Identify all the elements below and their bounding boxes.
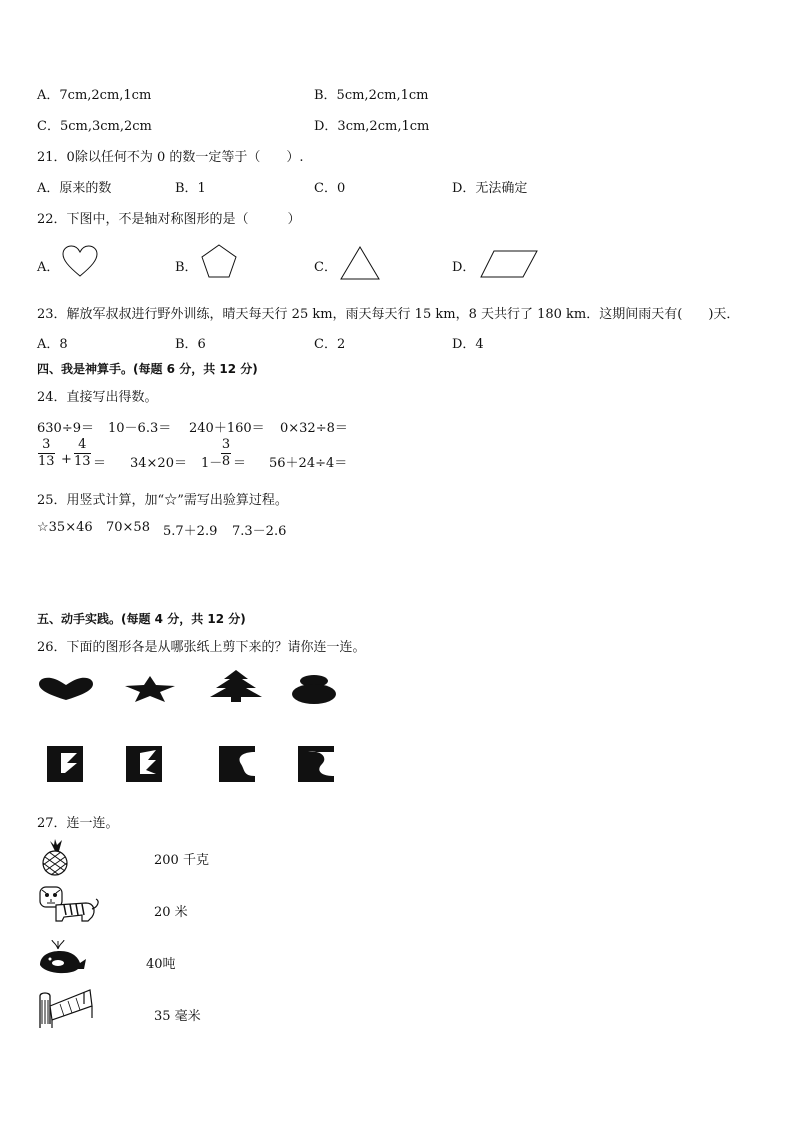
fraction-4-13 (74, 438, 91, 469)
fraction-3-8 (221, 438, 231, 469)
q23-option-c: C．2 (314, 337, 346, 352)
q24-item-1: 630÷9＝ (37, 421, 94, 436)
q25-item-1: ☆35×46 (37, 520, 93, 535)
fraction-numerator: 3 (42, 437, 51, 452)
cut-paper-4-icon (298, 746, 334, 782)
q24-item-4: 0×32÷8＝ (280, 421, 348, 436)
cut-paper-2-icon (126, 746, 162, 782)
triangle-icon (340, 246, 380, 280)
q25-question: 25．用竖式计算，加“☆”需写出验算过程。 (37, 493, 288, 508)
q23-option-a: A．8 (37, 337, 68, 352)
q20-option-b: B．5cm,2cm,1cm (314, 88, 429, 103)
q21-option-d: D．无法确定 (452, 181, 528, 196)
q27-label-2: 20 米 (154, 905, 188, 920)
section5-title: 五、动手实践。(每题 4 分，共 12 分) (37, 612, 246, 626)
q26-question: 26．下面的图形各是从哪张纸上剪下来的？请你连一连。 (37, 640, 366, 655)
pineapple-icon (38, 839, 72, 875)
heart-icon (62, 246, 98, 278)
fraction-denominator: 8 (221, 454, 231, 469)
q23-option-d: D．4 (452, 337, 484, 352)
cut-paper-1-icon (47, 746, 83, 782)
one-minus: 1－ (201, 456, 223, 471)
q24-item-6: 34×20＝ (130, 456, 187, 471)
fraction-3-13 (38, 438, 55, 469)
q25-item-2: 70×58 (106, 520, 150, 535)
equals-sign: ＝ (93, 456, 107, 471)
q22-option-d: D． (452, 260, 476, 275)
mushroom-shape-icon (292, 674, 336, 704)
tiger-icon (38, 885, 102, 923)
q25-item-4: 7.3－2.6 (232, 524, 287, 539)
q21-option-c: C．0 (314, 181, 346, 196)
fraction-numerator: 4 (78, 437, 87, 452)
equals-sign: ＝ (233, 456, 247, 471)
q27-label-3: 40吨 (146, 957, 176, 972)
fraction-denominator: 13 (74, 454, 91, 469)
tree-shape-icon (210, 670, 262, 702)
star-shape-icon (125, 676, 175, 702)
whale-icon (38, 939, 88, 977)
q22-option-a: A． (37, 260, 60, 275)
q27-label-4: 35 毫米 (154, 1009, 201, 1024)
fraction-numerator: 3 (221, 437, 231, 452)
q23-question: 23．解放军叔叔进行野外训练，晴天每天行 25 km，雨天每天行 15 km，8 天共行了 180 km．这期间雨天有( )天． (37, 307, 740, 322)
q20-option-d: D．3cm,2cm,1cm (314, 119, 430, 134)
q27-question: 27．连一连。 (37, 816, 119, 831)
cut-paper-3-icon (219, 746, 255, 782)
q24-item-3: 240＋160＝ (189, 421, 265, 436)
q23-option-b: B．6 (175, 337, 206, 352)
section4-title: 四、我是神算手。(每题 6 分，共 12 分) (37, 362, 258, 376)
q27-label-1: 200 千克 (154, 853, 209, 868)
q22-option-b: B． (175, 260, 198, 275)
q20-option-a: A．7cm,2cm,1cm (37, 88, 152, 103)
q24-item-2: 10－6.3＝ (108, 421, 172, 436)
heart-shape-icon (39, 677, 93, 701)
parallelogram-icon (480, 250, 538, 278)
q22-option-c: C． (314, 260, 337, 275)
bed-icon (38, 986, 94, 1030)
fraction-denominator: 13 (38, 454, 55, 469)
pentagon-icon (201, 244, 237, 278)
q22-question: 22．下图中，不是轴对称图形的是（ ） (37, 212, 301, 227)
q20-option-c: C．5cm,3cm,2cm (37, 119, 152, 134)
q21-question: 21．0除以任何不为 0 的数一定等于（ ）. (37, 150, 304, 165)
q24-item-8: 56＋24÷4＝ (269, 456, 348, 471)
q21-option-b: B．1 (175, 181, 206, 196)
plus-sign: + (61, 452, 72, 467)
q25-item-3: 5.7＋2.9 (163, 524, 218, 539)
q24-question: 24．直接写出得数。 (37, 390, 158, 405)
q21-option-a: A．原来的数 (37, 181, 112, 196)
